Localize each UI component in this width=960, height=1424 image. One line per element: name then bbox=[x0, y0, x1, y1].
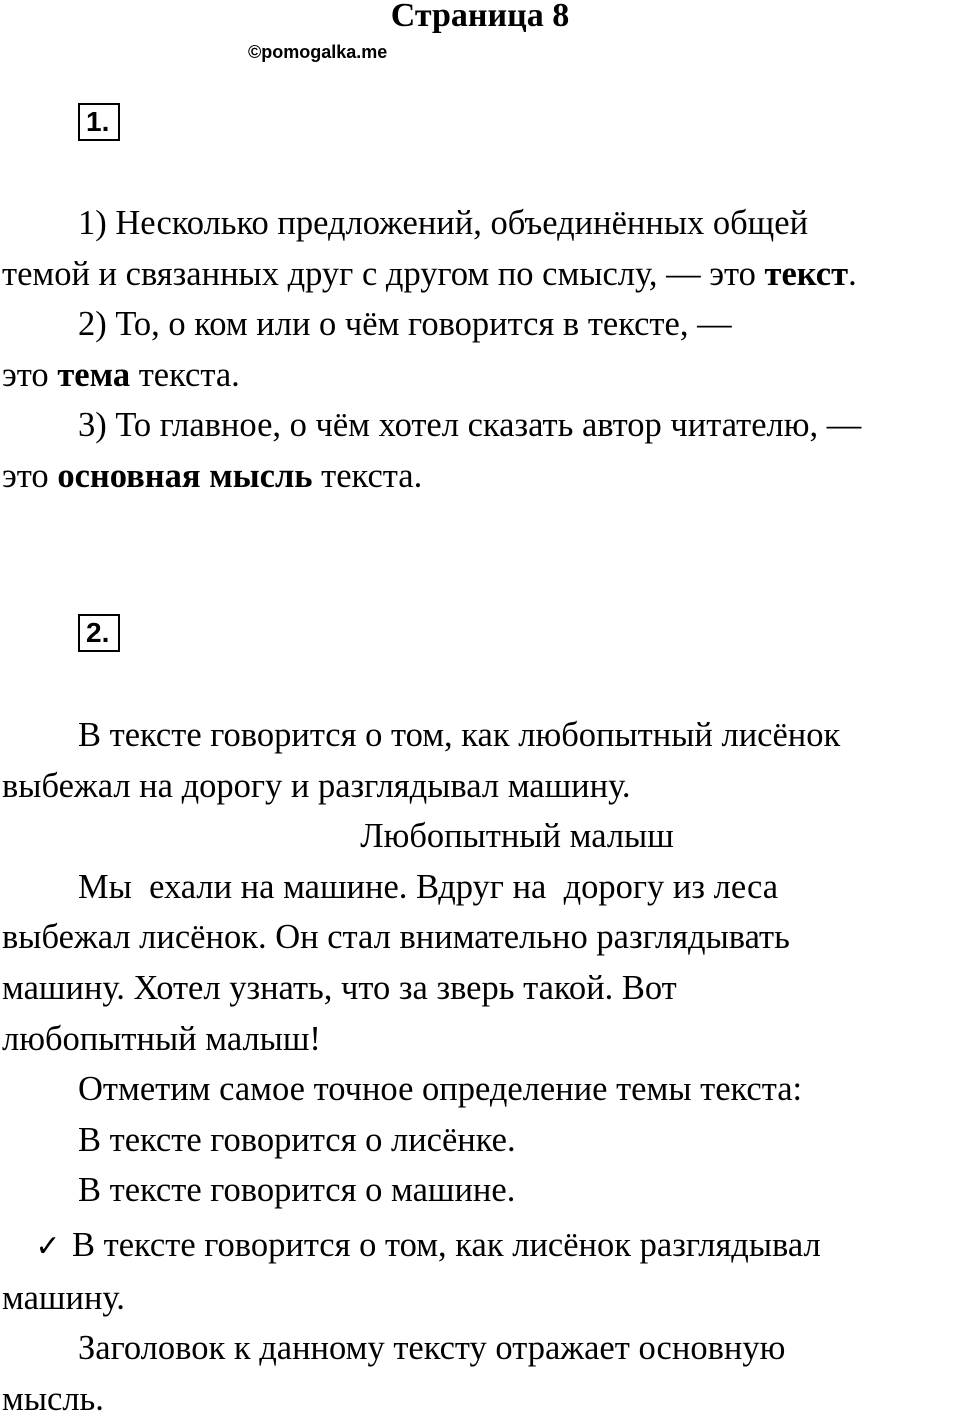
task-2-number: 2. bbox=[78, 614, 120, 652]
task-1-line-2: темой и связанных друг с другом по смыслу, — это текст. bbox=[2, 254, 857, 293]
option-3 bbox=[2, 1220, 958, 1273]
page-title: Страница 8 bbox=[390, 0, 570, 34]
task-1-line-3: 2) То, о ком или о чём говорится в тексте, — bbox=[78, 305, 732, 344]
conclusion-line-2: мысль. bbox=[2, 1379, 104, 1418]
story-line-3: машину. Хотел узнать, что за зверь такой. Вот bbox=[2, 968, 677, 1007]
option-3-continuation: машину. bbox=[2, 1278, 125, 1317]
story-line-2: выбежал лисёнок. Он стал внимательно разглядывать bbox=[2, 918, 790, 957]
story-line-1: Мы ехали на машине. Вдруг на дорогу из леса bbox=[78, 867, 779, 906]
term-main-idea: основная мысль bbox=[57, 456, 313, 495]
task-2-intro-line-1: В тексте говорится о том, как любопытный лисёнок bbox=[78, 716, 841, 754]
option-3-text: В тексте говорится о том, как лисёнок разглядывал bbox=[72, 1225, 821, 1264]
task-1-line-1: 1) Несколько предложений, объединённых общей bbox=[78, 204, 809, 242]
task-2-intro-line-2: выбежал на дорогу и разглядывал машину. bbox=[2, 766, 631, 805]
option-1: В тексте говорится о лисёнке. bbox=[78, 1120, 516, 1159]
task-1-line-5: 3) То главное, о чём хотел сказать автор читателю, — bbox=[78, 406, 862, 445]
task-1-line-4: это тема текста. bbox=[2, 355, 240, 394]
story-line-4: любопытный малыш! bbox=[2, 1019, 321, 1058]
task-1-line-6: это основная мысль текста. bbox=[2, 456, 423, 495]
watermark: ©pomogalka.me bbox=[248, 42, 388, 62]
conclusion-line-1: Заголовок к данному тексту отражает основную bbox=[78, 1329, 786, 1368]
task-2-prompt: Отметим самое точное определение темы текста: bbox=[78, 1070, 803, 1109]
story-title: Любопытный малыш bbox=[360, 817, 674, 856]
option-2: В тексте говорится о машине. bbox=[78, 1171, 516, 1210]
task-1-number: 1. bbox=[78, 103, 120, 141]
task-2-answer bbox=[2, 710, 958, 1424]
task-1-answer bbox=[2, 198, 958, 502]
term-text: текст bbox=[764, 254, 849, 293]
check-mark-icon: ✓ bbox=[35, 1228, 61, 1264]
term-theme: тема bbox=[57, 355, 131, 394]
